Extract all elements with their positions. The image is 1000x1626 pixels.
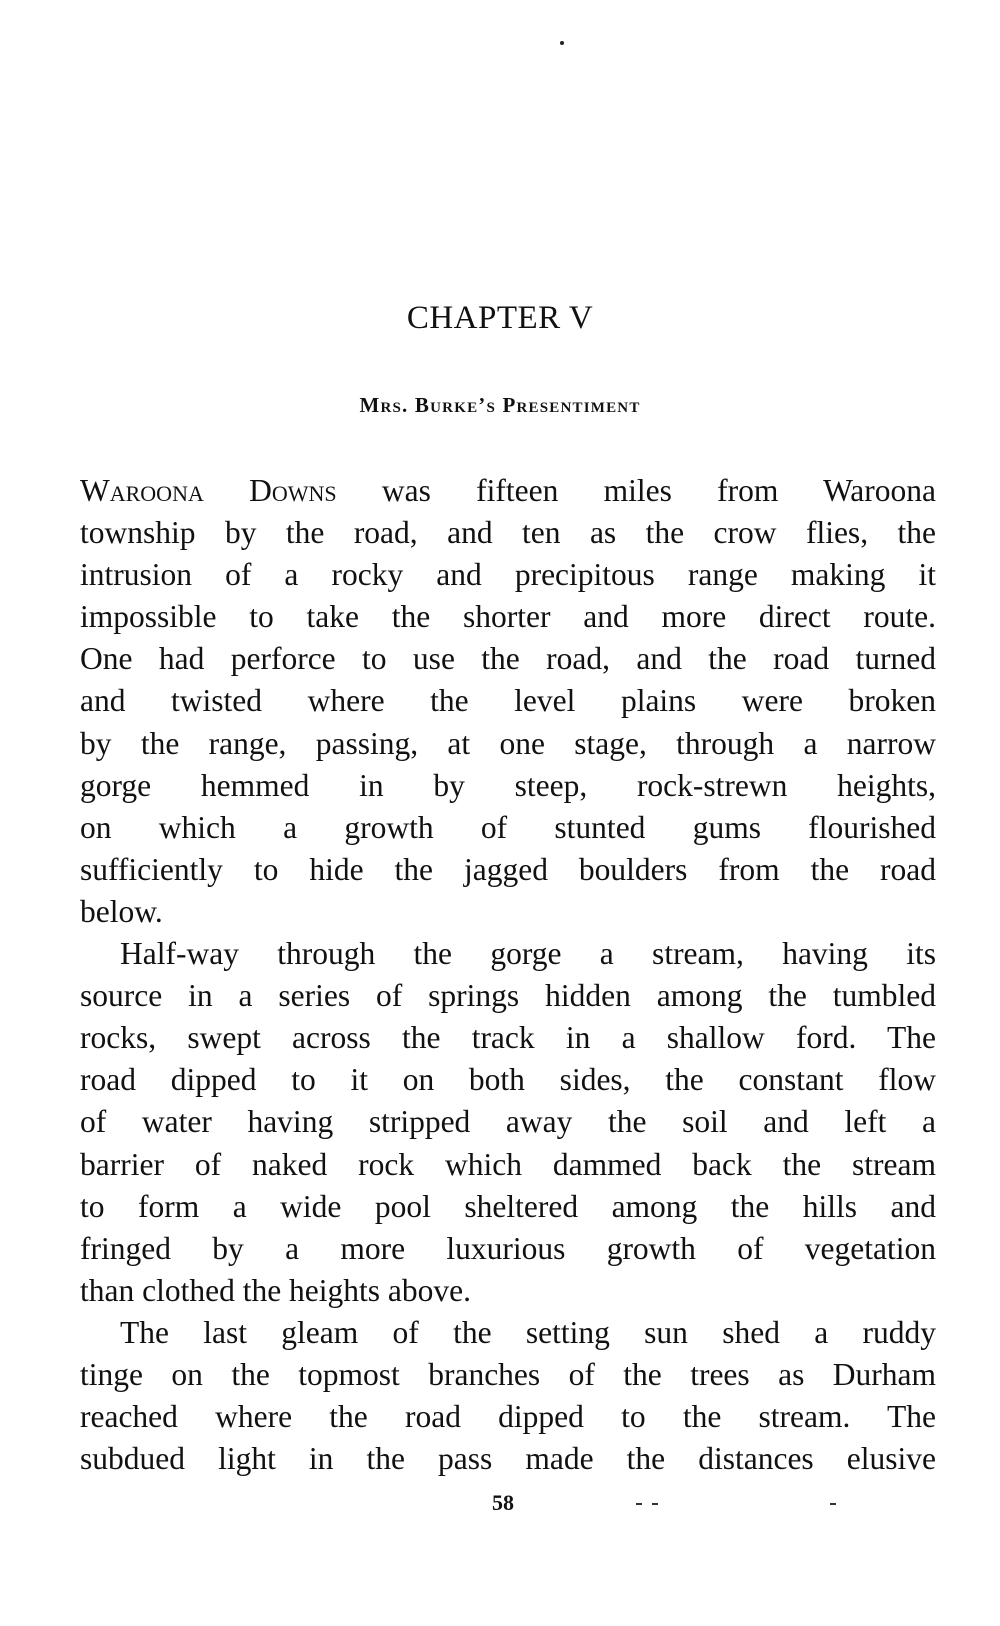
text-line: One had perforce to use the road, and the road turned xyxy=(80,641,936,677)
text-line: township by the road, and ten as the crow flies, the xyxy=(80,515,936,551)
text-line: than clothed the heights above. xyxy=(80,1272,472,1308)
text-line: subdued light in the pass made the distances elusive xyxy=(80,1441,936,1477)
chapter-subtitle: Mrs. Burke’s Presentiment xyxy=(359,393,641,417)
text-line: gorge hemmed in by steep, rock-strewn heights, xyxy=(80,767,936,803)
text-line: barrier of naked rock which dammed back the stream xyxy=(80,1146,936,1182)
text-line: and twisted where the level plains were broken xyxy=(80,683,936,719)
body-text xyxy=(80,470,936,1480)
text-line: sufficiently to hide the jagged boulders from the road xyxy=(80,851,936,887)
text-line: on which a growth of stunted gums flourished xyxy=(80,809,936,845)
text-line: Half-way through the gorge a stream, having its xyxy=(120,936,936,972)
scan-mark xyxy=(830,1503,836,1505)
chapter-heading: CHAPTER V xyxy=(406,300,594,336)
page-number: 58 xyxy=(492,1490,514,1515)
text-line: The last gleam of the setting sun shed a ruddy xyxy=(120,1314,936,1350)
text-line: reached where the road dipped to the stream. The xyxy=(80,1399,936,1435)
text-line: below. xyxy=(80,893,163,929)
text-line: by the range, passing, at one stage, through a narrow xyxy=(80,725,936,761)
text-line: intrusion of a rocky and precipitous range making it xyxy=(80,557,936,593)
scan-mark xyxy=(636,1503,642,1505)
text-line-rest: was fifteen miles from Waroona xyxy=(381,473,936,508)
scan-mark xyxy=(652,1503,658,1505)
text-line: source in a series of springs hidden among the tumbled xyxy=(80,978,936,1014)
text-line: fringed by a more luxurious growth of vegetation xyxy=(80,1230,936,1266)
text-line xyxy=(80,470,936,512)
text-line: of water having stripped away the soil and left a xyxy=(80,1104,936,1140)
text-line: rocks, swept across the track in a shallow ford. The xyxy=(80,1020,936,1056)
text-line: to form a wide pool sheltered among the hills and xyxy=(80,1188,936,1224)
text-line: road dipped to it on both sides, the constant flow xyxy=(80,1062,936,1098)
text-line: impossible to take the shorter and more direct route. xyxy=(80,599,936,635)
scan-speck xyxy=(560,41,564,45)
text-line: tinge on the topmost branches of the trees as Durham xyxy=(80,1356,936,1392)
small-caps-lead: Waroona Downs xyxy=(80,473,337,508)
